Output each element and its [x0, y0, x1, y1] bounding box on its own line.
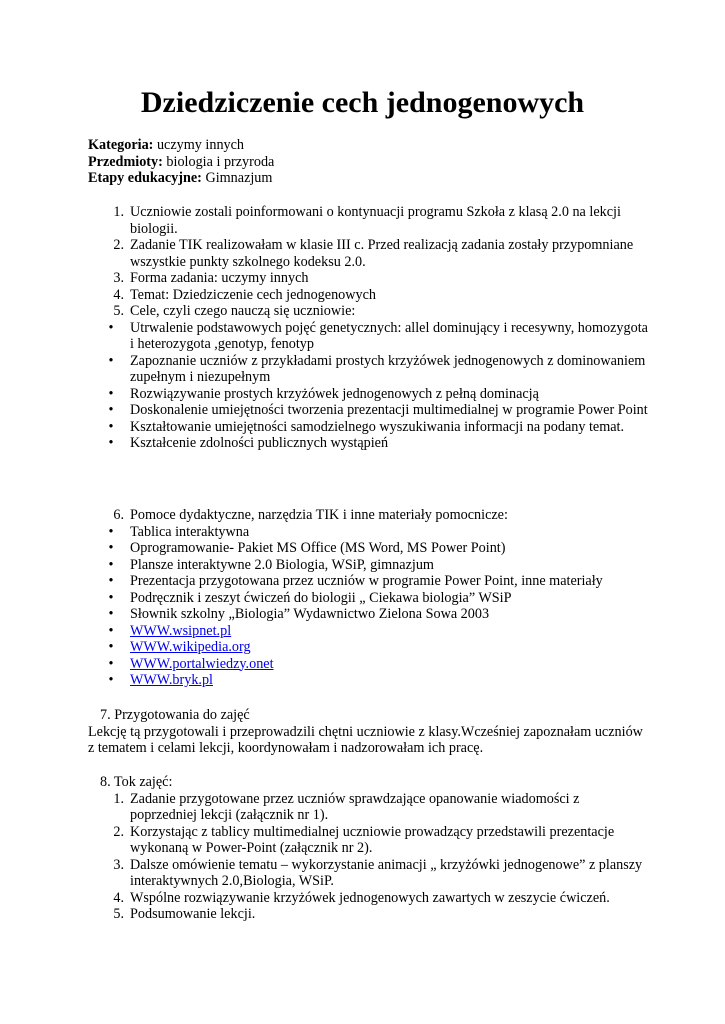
- bullet-item-text: Kształtowanie umiejętności samodzielnego wyszukiwania informacji na podany temat.: [130, 418, 625, 435]
- list-item: [88, 791, 648, 824]
- bullet-icon: •: [108, 418, 114, 435]
- bullet-item: [88, 386, 648, 403]
- meta-przedmioty: [88, 154, 648, 171]
- bullet-icon: •: [108, 556, 114, 573]
- list-item: [88, 906, 648, 923]
- bullet-item: [88, 540, 648, 557]
- section-8-heading: 8. Tok zajęć:: [100, 774, 173, 790]
- bullet-icon: •: [108, 385, 114, 402]
- main-list: [88, 204, 648, 452]
- bullet-icon: •: [108, 606, 114, 622]
- list-item: [88, 270, 648, 287]
- list-marker: 5.: [113, 303, 124, 319]
- section-7: [88, 707, 648, 757]
- section-7-heading: 7. Przygotowania do zajęć: [100, 707, 250, 723]
- bullet-item: [88, 419, 648, 436]
- bullet-item: [88, 606, 648, 623]
- lesson-steps-list: [88, 791, 648, 923]
- list-marker: 2.: [113, 823, 124, 840]
- section-8: [88, 774, 648, 923]
- link-bryk[interactable]: WWW.bryk.pl: [130, 672, 214, 688]
- list-item-text: Wspólne rozwiązywanie krzyżówek jednogenowych zawartych w zeszycie ćwiczeń.: [130, 889, 610, 906]
- section-6-heading: [88, 507, 648, 524]
- metadata-block: [88, 137, 648, 187]
- bullet-icon: •: [108, 655, 114, 672]
- list-item-text: Podsumowanie lekcji.: [130, 906, 256, 922]
- bullet-icon: •: [108, 622, 114, 639]
- list-item: [88, 890, 648, 907]
- list-item: [88, 303, 648, 320]
- bullet-icon: •: [108, 523, 114, 540]
- list-item: [88, 237, 648, 270]
- bullet-item-text: Plansze interaktywne 2.0 Biologia, WSiP, gimnazjum: [130, 556, 434, 573]
- bullet-link-item: [88, 656, 648, 673]
- meta-przedmioty-label: Przedmioty:: [88, 153, 163, 170]
- bullet-icon: •: [108, 435, 114, 451]
- meta-etapy-value: Gimnazjum: [201, 170, 273, 186]
- bullet-item-text: Doskonalenie umiejętności tworzenia prezentacji multimedialnej w programie Power Point: [130, 402, 648, 418]
- bullet-item-text: Rozwiązywanie prostych krzyżówek jednogenowych z pełną dominacją: [130, 385, 539, 402]
- list-item: [88, 287, 648, 304]
- meta-przedmioty-value: biologia i przyroda: [162, 153, 275, 170]
- section-6: [88, 507, 648, 689]
- link-portalwiedzy[interactable]: WWW.portalwiedzy.onet: [130, 655, 274, 672]
- list-marker: 6.: [113, 507, 124, 523]
- link-wikipedia[interactable]: WWW.wikipedia.org: [130, 639, 251, 655]
- bullet-icon: •: [108, 639, 114, 655]
- bullet-item-text: Słownik szkolny „Biologia” Wydawnictwo Zielona Sowa 2003: [130, 606, 490, 622]
- bullet-link-item: [88, 623, 648, 640]
- list-item-text: Zadanie przygotowane przez uczniów sprawdzające opanowanie wiadomości z poprzedniej lekcji (załącznik nr 1).: [130, 790, 580, 823]
- bullet-icon: •: [108, 352, 114, 369]
- bullet-icon: •: [108, 319, 114, 336]
- list-marker: 1.: [113, 790, 124, 807]
- bullet-item: [88, 524, 648, 541]
- bullet-item: [88, 320, 648, 353]
- list-item: [88, 857, 648, 890]
- bullet-icon: •: [108, 672, 114, 688]
- bullet-item: [88, 402, 648, 419]
- bullet-item: [88, 353, 648, 386]
- bullet-icon: •: [108, 573, 114, 589]
- meta-kategoria-label: Kategoria:: [88, 137, 154, 153]
- bullet-item-text: Zapoznanie uczniów z przykładami prostych krzyżówek jednogenowych z dominowaniem zupełnym i niezupełnym: [130, 352, 646, 385]
- bullet-icon: •: [108, 402, 114, 418]
- list-marker: 3.: [113, 856, 124, 873]
- meta-kategoria: [88, 137, 648, 154]
- list-item-text: Uczniowie zostali poinformowani o kontynuacji programu Szkoła z klasą 2.0 na lekcji biologii.: [130, 204, 621, 237]
- list-item-text: Temat: Dziedziczenie cech jednogenowych: [130, 286, 376, 303]
- list-item-text: Korzystając z tablicy multimedialnej uczniowie prowadzący przedstawili prezentacje wykonaną w Power-Point (załącznik nr 2).: [130, 823, 615, 856]
- bullet-link-item: [88, 672, 648, 689]
- meta-etapy-label: Etapy edukacyjne:: [88, 170, 202, 186]
- list-marker: 1.: [113, 204, 124, 220]
- list-marker: 4.: [113, 286, 124, 303]
- list-item-text: Cele, czyli czego nauczą się uczniowie:: [130, 303, 356, 319]
- list-item: [88, 824, 648, 857]
- list-marker: 4.: [113, 889, 124, 906]
- bullet-item-text: Podręcznik i zeszyt ćwiczeń do biologii „ Ciekawa biologia” WSiP: [130, 589, 512, 606]
- bullet-link-item: [88, 639, 648, 656]
- bullet-item-text: Prezentacja przygotowana przez uczniów w programie Power Point, inne materiały: [130, 573, 603, 589]
- list-marker: 5.: [113, 906, 124, 922]
- bullet-item: [88, 590, 648, 607]
- meta-kategoria-value: uczymy innych: [153, 137, 245, 153]
- bullet-item-text: Utrwalenie podstawowych pojęć genetycznych: allel dominujący i recesywny, homozygota i heterozygota ,genotyp, fenotyp: [130, 319, 648, 352]
- list-marker: 2.: [113, 237, 124, 253]
- link-wsipnet[interactable]: WWW.wsipnet.pl: [130, 622, 232, 639]
- bullet-icon: •: [108, 589, 114, 606]
- bullet-icon: •: [108, 540, 114, 556]
- list-item-text: Forma zadania: uczymy innych: [130, 270, 309, 286]
- bullet-item: [88, 573, 648, 590]
- page-title: Dziedziczenie cech jednogenowych: [140, 86, 585, 119]
- bullet-item-text: Tablica interaktywna: [130, 523, 250, 540]
- bullet-item: [88, 435, 648, 452]
- list-item: [88, 204, 648, 237]
- bullet-item: [88, 557, 648, 574]
- list-marker: 3.: [113, 270, 124, 286]
- bullet-item-text: Kształcenie zdolności publicznych wystąpień: [130, 435, 389, 451]
- meta-etapy: [88, 170, 648, 187]
- resources-list: [88, 524, 648, 689]
- list-item-text: Dalsze omówienie tematu – wykorzystanie animacji „ krzyżówki jednogenowe” z planszy interaktywnych 2.0,Biologia, WSiP.: [130, 856, 643, 889]
- section-6-heading-text: Pomoce dydaktyczne, narzędzia TIK i inne materiały pomocnicze:: [130, 507, 508, 523]
- section-7-body: Lekcję tą przygotowali i przeprowadzili chętni uczniowie z klasy.Wcześniej zapoznałam uczniów z tematem i celami lekcji, koordynowałam i nadzorowałam ich pracę.: [88, 723, 643, 756]
- list-item-text: Zadanie TIK realizowałam w klasie III c. Przed realizacją zadania zostały przypomniane wszystkie punkty szkolnego kodeksu 2.0.: [130, 237, 634, 270]
- bullet-item-text: Oprogramowanie- Pakiet MS Office (MS Word, MS Power Point): [130, 540, 506, 556]
